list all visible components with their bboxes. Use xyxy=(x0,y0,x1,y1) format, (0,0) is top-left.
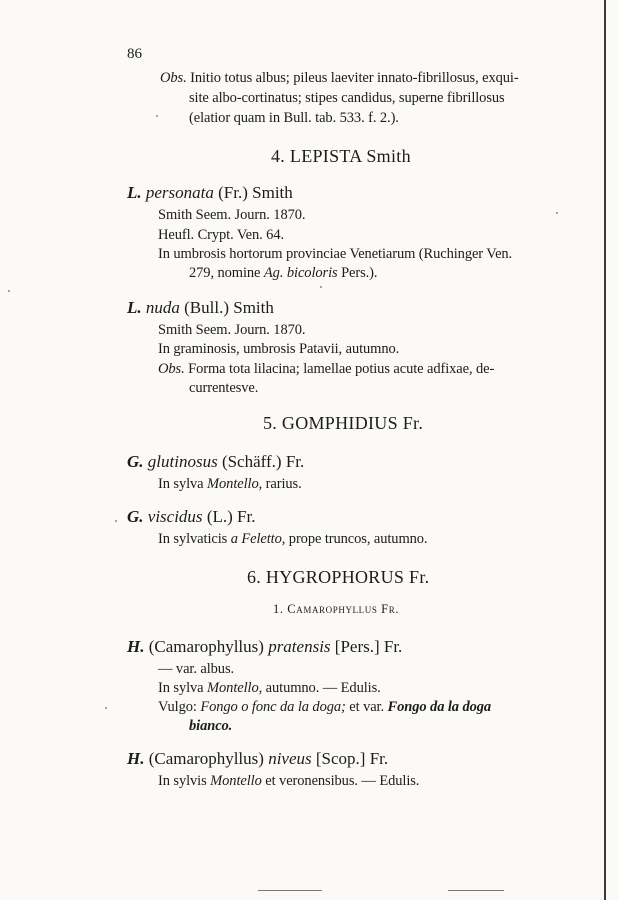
bold-italic-run: Fongo da la doga xyxy=(387,699,492,715)
species-name: personata xyxy=(145,183,214,202)
habitat-line xyxy=(158,476,302,493)
variety-line: — var. albus. xyxy=(158,661,235,677)
species-authority: [Pers.] Fr. xyxy=(330,637,403,656)
text-run: et veronensibus. — Edulis. xyxy=(261,773,420,789)
habitat-line xyxy=(189,265,377,282)
italic-run: Montello xyxy=(210,773,262,789)
habitat-line xyxy=(158,773,419,790)
obs-line-1 xyxy=(160,70,519,87)
species-name: pratensis xyxy=(268,637,331,656)
text-run: autumno. — Edulis. xyxy=(262,680,381,696)
text-run: In sylvaticis xyxy=(158,531,231,547)
footer-rule xyxy=(448,890,504,891)
italic-run: a Feletto, xyxy=(230,531,286,547)
species-heading-pratensis xyxy=(127,637,402,657)
scan-speck xyxy=(8,290,10,292)
species-name: viscidus xyxy=(147,507,203,526)
species-name: glutinosus xyxy=(147,452,218,471)
genus-abbrev: G. xyxy=(127,452,144,471)
obs-text: Initio totus albus; pileus laeviter innato-fibrillosus, exqui- xyxy=(186,70,519,86)
vernacular-line: bianco. xyxy=(189,718,233,734)
scan-speck xyxy=(115,520,117,522)
scan-speck xyxy=(320,286,322,288)
habitat-line: In umbrosis hortorum provinciae Venetiarum (Ruchinger Ven. xyxy=(158,246,513,262)
subgenus: (Camarophyllus) xyxy=(144,749,269,768)
section-heading-gomphidius: 5. GOMPHIDIUS Fr. xyxy=(263,413,424,433)
obs-line xyxy=(158,361,494,378)
genus-abbrev: H. xyxy=(127,749,145,768)
species-name: nuda xyxy=(145,298,180,317)
scan-speck xyxy=(156,115,158,117)
section-heading-hygrophorus: 6. HYGROPHORUS Fr. xyxy=(247,567,430,587)
reference-line: Smith Seem. Journ. 1870. xyxy=(158,207,306,223)
species-authority: (L.) Fr. xyxy=(202,507,256,526)
text-run: In sylvis xyxy=(158,773,211,789)
page-edge-rule xyxy=(604,0,606,900)
text-run: et var. xyxy=(345,699,388,715)
italic-run: Ag. bicoloris xyxy=(263,265,338,281)
subsection-heading-camarophyllus: 1. Camarophyllus Fr. xyxy=(273,602,400,616)
habitat-line xyxy=(158,680,381,697)
page-number: 86 xyxy=(127,46,142,62)
obs-line-3: (elatior quam in Bull. tab. 533. f. 2.). xyxy=(189,110,399,126)
italic-run: Montello, xyxy=(207,680,263,696)
species-heading-personata xyxy=(127,183,293,203)
section-heading-lepista: 4. LEPISTA Smith xyxy=(271,146,411,166)
subgenus: (Camarophyllus) xyxy=(144,637,269,656)
species-authority: [Scop.] Fr. xyxy=(311,749,389,768)
habitat-line xyxy=(158,531,427,548)
obs-line-2: site albo-cortinatus; stipes candidus, superne fibrillosus xyxy=(189,90,505,106)
obs-text: Forma tota lilacina; lamellae potius acute adfixae, de- xyxy=(184,361,495,377)
text-run: rarius. xyxy=(262,476,302,492)
obs-label: Obs. xyxy=(160,70,187,86)
reference-line: Smith Seem. Journ. 1870. xyxy=(158,322,306,338)
text-run: In sylva xyxy=(158,476,208,492)
habitat-line: In graminosis, umbrosis Patavii, autumno. xyxy=(158,341,400,357)
reference-line: Heufl. Crypt. Ven. 64. xyxy=(158,227,285,243)
genus-abbrev: G. xyxy=(127,507,144,526)
species-name: niveus xyxy=(268,749,312,768)
species-authority: (Schäff.) Fr. xyxy=(217,452,305,471)
text-run: Vulgo: xyxy=(158,699,201,715)
genus-abbrev: L. xyxy=(127,298,142,317)
species-authority: (Fr.) Smith xyxy=(213,183,293,202)
vernacular-line xyxy=(158,699,491,716)
species-authority: (Bull.) Smith xyxy=(179,298,274,317)
scan-speck xyxy=(105,707,107,709)
text-run: prope truncos, autumno. xyxy=(285,531,428,547)
species-heading-nuda xyxy=(127,298,274,318)
italic-run: Fongo o fonc da la doga; xyxy=(200,699,346,715)
obs-label: Obs. xyxy=(158,361,185,377)
obs-line: currentesve. xyxy=(189,380,259,396)
species-heading-viscidus xyxy=(127,507,255,527)
species-heading-glutinosus xyxy=(127,452,304,472)
text-run: In sylva xyxy=(158,680,208,696)
text-run: Pers.). xyxy=(337,265,378,281)
text-run: 279, nomine xyxy=(189,265,264,281)
species-heading-niveus xyxy=(127,749,388,769)
genus-abbrev: L. xyxy=(127,183,142,202)
footer-rule xyxy=(258,890,322,891)
genus-abbrev: H. xyxy=(127,637,145,656)
scan-speck xyxy=(556,212,558,214)
italic-run: Montello, xyxy=(207,476,263,492)
